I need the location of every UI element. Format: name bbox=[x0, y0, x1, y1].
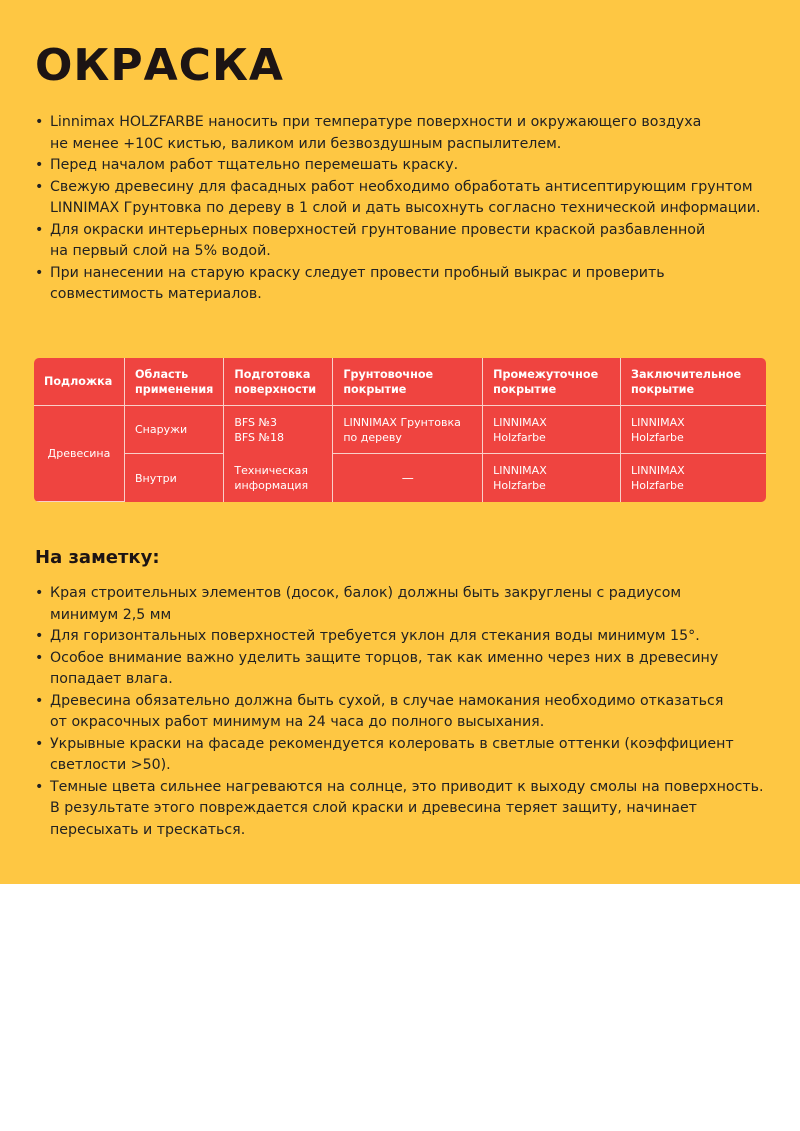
list-item: • При нанесении на старую краску следует провести пробный выкрас и проверить совместимость материалов. bbox=[34, 263, 774, 306]
cell-intermediate-inside: LINNIMAX Holzfarbe bbox=[483, 454, 621, 502]
table-row bbox=[34, 406, 766, 454]
cell-prep-outside: BFS №3 BFS №18 bbox=[224, 406, 333, 454]
cell-final-inside: LINNIMAX Holzfarbe bbox=[631, 464, 685, 492]
cell-intermediate-outside: LINNIMAX Holzfarbe bbox=[483, 406, 621, 454]
list-item: • Для окраски интерьерных поверхностей грунтование провести краской разбавленной на первый слой на 5% водой. bbox=[34, 220, 774, 263]
cell-area-inside: Внутри bbox=[125, 454, 224, 502]
list-item: • Для горизонтальных поверхностей требуется уклон для стекания воды минимум 15°. bbox=[34, 626, 774, 648]
list-item: • Свежую древесину для фасадных работ необходимо обработать антисептирующим грунтом LINNIMAX Грунтовка по дереву в 1 слой и дать высохнуть согласно технической информации. bbox=[34, 177, 774, 220]
header-preparation: Подготовка поверхности bbox=[224, 358, 333, 406]
header-primer: Грунтовочное покрытие bbox=[333, 358, 483, 406]
list-item: • Особое внимание важно уделить защите торцов, так как именно через них в древесину попадает влага. bbox=[34, 648, 774, 691]
list-item: • Темные цвета сильнее нагреваются на солнце, это приводит к выходу смолы на поверхность. В результате этого повреждается слой краски и древесина теряет защиту, начинает пересыхать и трескаться. bbox=[34, 777, 774, 842]
notes-heading: На заметку: bbox=[35, 547, 160, 568]
cell-primer-inside: — bbox=[333, 454, 483, 502]
intro-list bbox=[34, 112, 774, 306]
cell-primer-outside: LINNIMAX Грунтовка по дереву bbox=[333, 406, 483, 454]
header-substrate: Подложка bbox=[34, 358, 125, 406]
cell-substrate: Древесина bbox=[34, 406, 125, 502]
list-item: • Перед началом работ тщательно перемешать краску. bbox=[34, 155, 774, 177]
table-header-row bbox=[34, 358, 766, 406]
cell-area-outside: Снаружи bbox=[125, 406, 224, 454]
cell-final-outside: LINNIMAX Holzfarbe bbox=[621, 406, 766, 454]
notes-list bbox=[34, 583, 774, 841]
table-row bbox=[34, 454, 766, 502]
cell-prep-inside: Техническая информация bbox=[224, 454, 333, 502]
header-area: Область применения bbox=[125, 358, 224, 406]
header-final: Заключительное покрытие bbox=[621, 358, 766, 406]
list-item: • Древесина обязательно должна быть сухой, в случае намокания необходимо отказаться от окрасочных работ минимум на 24 часа до полного высыхания. bbox=[34, 691, 774, 734]
list-item: • Укрывные краски на фасаде рекомендуется колеровать в светлые оттенки (коэффициент светлости >50). bbox=[34, 734, 774, 777]
header-intermediate: Промежуточное покрытие bbox=[483, 358, 621, 406]
application-table bbox=[34, 358, 766, 502]
list-item: • Края строительных элементов (досок, балок) должны быть закруглены с радиусом минимум 2,5 мм bbox=[34, 583, 774, 626]
page-title: ОКРАСКА bbox=[35, 40, 284, 91]
list-item: • Linnimax HOLZFARBE наносить при температуре поверхности и окружающего воздуха не менее +10С кистью, валиком или безвоздушным распылителем. bbox=[34, 112, 774, 155]
